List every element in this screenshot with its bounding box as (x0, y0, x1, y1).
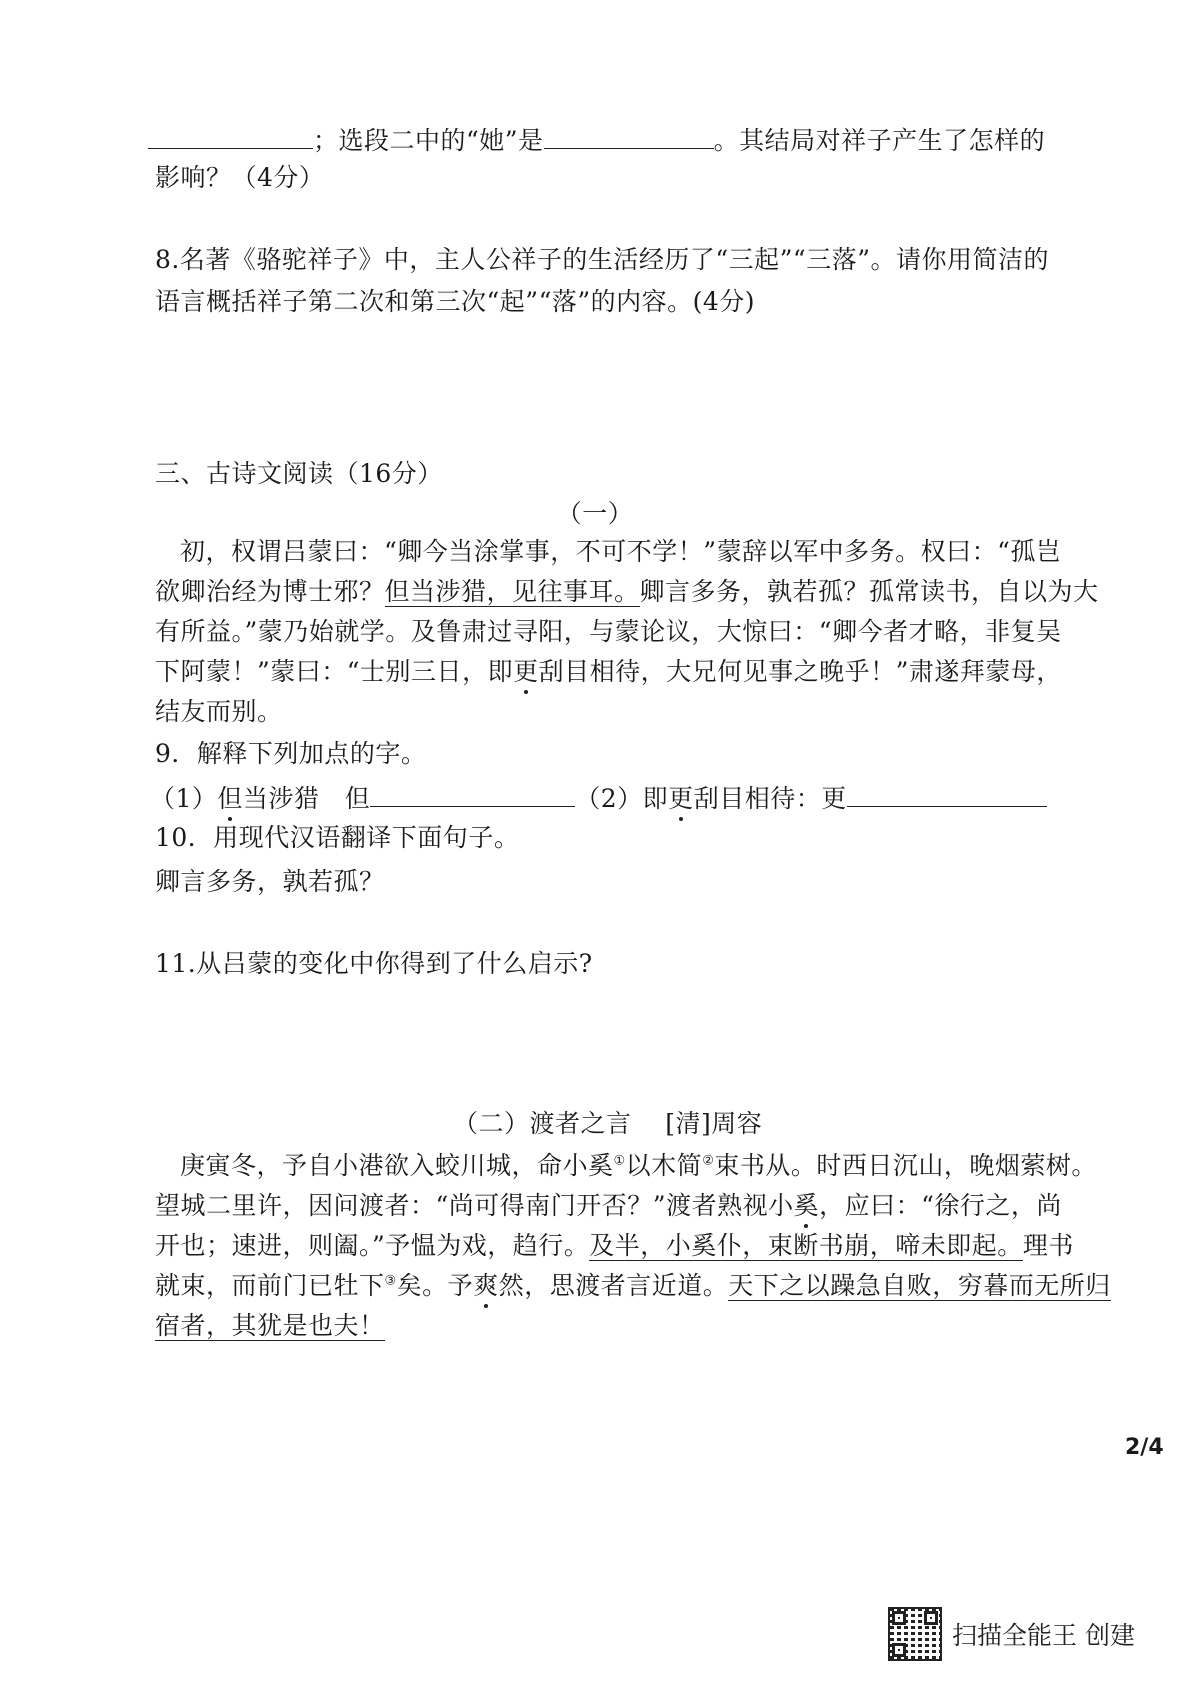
passage1-line: 欲卿治经为博士邪？但当涉猎，见往事耳。卿言多务，孰若孤？孤常读书，自以为大 (155, 577, 1099, 606)
underlined-sentence: 但当涉猎，见往事耳。 (384, 577, 640, 606)
footnote-mark: ① (613, 1153, 626, 1169)
answer-blank[interactable] (847, 780, 1047, 807)
passage1-line: 有所益。”蒙乃始就学。及鲁肃过寻阳，与蒙论议，大惊曰：“卿今者才略，非复吴 (155, 617, 1062, 646)
q10-stem: 10．用现代汉语翻译下面句子。 (155, 823, 520, 852)
footnote-mark: ③ (384, 1273, 397, 1289)
dotted-char: 更 (513, 657, 539, 686)
dotted-char: 但 (217, 784, 243, 813)
q11-stem: 11.从吕蒙的变化中你得到了什么启示? (155, 949, 593, 978)
section-heading: 三、古诗文阅读（16分） (155, 459, 443, 488)
part1-title: （一） (556, 499, 634, 528)
passage2-line (155, 1308, 385, 1344)
passage1-line: 下阿蒙！”蒙曰：“士别三日，即更刮目相待，大兄何见事之晚乎！”肃遂拜蒙母， (155, 657, 1062, 686)
dotted-char: 爽 (473, 1271, 499, 1300)
underlined-sentence: 天下之以躁急自败，穷暮而无所归 (728, 1271, 1111, 1300)
part2-title: （二）渡者之言 [清]周容 (453, 1109, 763, 1138)
answer-blank[interactable] (544, 122, 714, 149)
q7-line2: 影响？（4分） (155, 163, 325, 192)
dotted-char: 奚 (793, 1191, 820, 1220)
q9-items: （1）但当涉猎 但 （2）即更刮目相待：更 (150, 780, 1047, 817)
footnote-mark: ② (702, 1153, 715, 1169)
answer-blank[interactable] (370, 780, 575, 807)
underlined-sentence: 宿者，其犹是也夫！ (155, 1311, 385, 1340)
q10-sentence: 卿言多务，孰若孤？ (155, 867, 385, 896)
passage2-line: 就束，而前门已牡下③矣。予爽然，思渡者言近道。天下之以躁急自败，穷暮而无所归 (155, 1271, 1111, 1300)
dotted-char: 更 (668, 784, 694, 813)
passage2-line: 开也；速进，则阖。”予愠为戏，趋行。及半，小奚仆，束断书崩，啼未即起。理书 (155, 1231, 1074, 1260)
qr-code-icon (888, 1607, 942, 1661)
page-number: 2/4 (1125, 1435, 1164, 1460)
q9-stem: 9．解释下列加点的字。 (155, 739, 427, 768)
q8-line1: 8.名著《骆驼祥子》中，主人公祥子的生活经历了“三起”“三落”。请你用简洁的 (155, 245, 1049, 274)
watermark-label: 扫描全能王 创建 (952, 1621, 1135, 1650)
scanner-watermark (888, 1604, 1135, 1664)
passage1-line: 初，权谓吕蒙曰：“卿今当涂掌事，不可不学！”蒙辞以军中多务。权曰：“孤岂 (180, 537, 1062, 566)
passage1-line: 结友而别。 (155, 697, 283, 726)
answer-blank[interactable] (148, 122, 313, 149)
q7-line1: ；选段二中的“她”是 。其结局对祥子产生了怎样的 (148, 122, 1045, 159)
passage2-line: 庚寅冬，予自小港欲入蛟川城，命小奚①以木简②束书从。时西日沉山，晚烟萦树。 (180, 1151, 1097, 1180)
passage2-line: 望城二里许，因问渡者：“尚可得南门开否？”渡者熟视小奚，应曰：“徐行之，尚 (155, 1191, 1062, 1220)
q8-line2: 语言概括祥子第二次和第三次“起”“落”的内容。(4分) (155, 287, 756, 316)
underlined-sentence: 及半，小奚仆，束断书崩，啼未即起。 (589, 1231, 1023, 1260)
